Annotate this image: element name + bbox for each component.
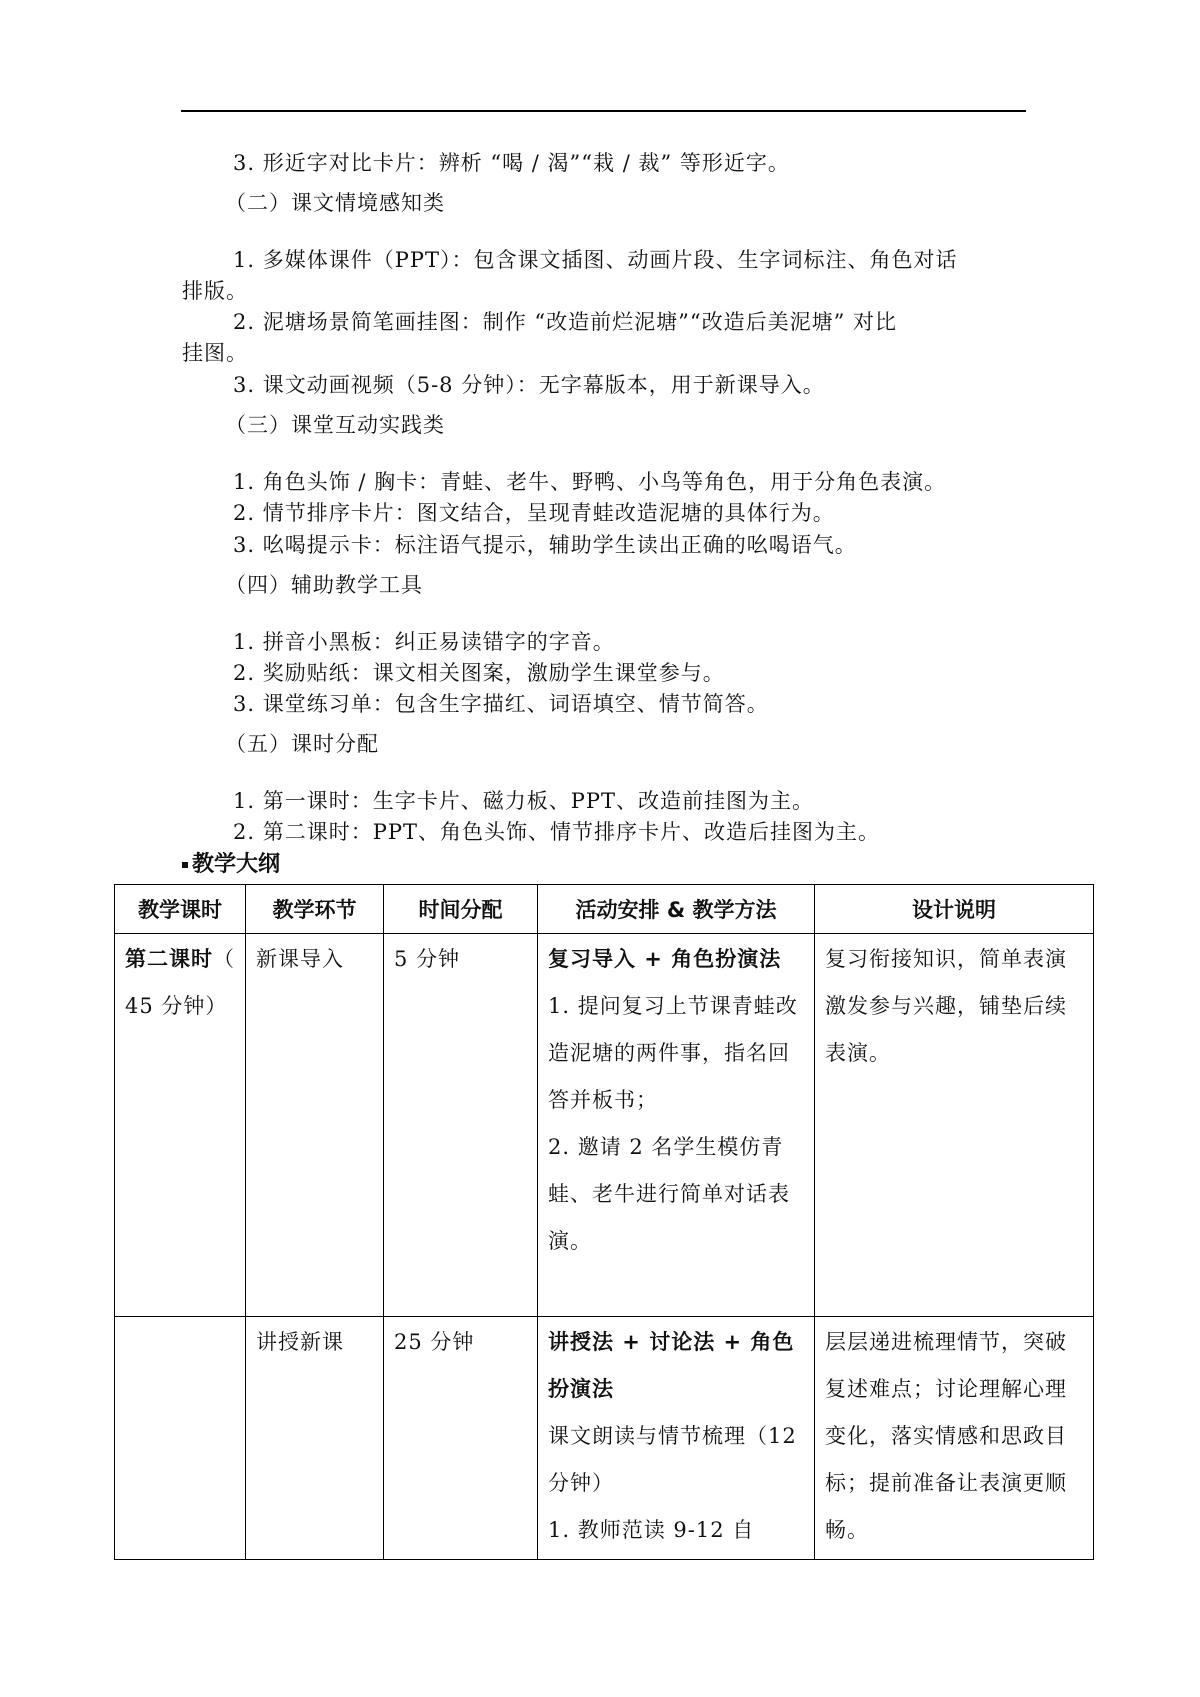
cell-time: 5 分钟 — [384, 934, 538, 1317]
resource-item-cont: 排版。 — [182, 279, 248, 303]
resource-item: 1. 第一课时：生字卡片、磁力板、PPT、改造前挂图为主。 — [233, 789, 814, 813]
cell-stage: 新课导入 — [246, 934, 384, 1317]
resource-item-cont: 挂图。 — [182, 341, 248, 365]
method-step: 1. 提问复习上节课青蛙改造泥塘的两件事，指名回答并板书； — [548, 994, 798, 1112]
table-row — [115, 1317, 1094, 1560]
cell-note: 复习衔接知识，简单表演激发参与兴趣，铺垫后续表演。 — [815, 934, 1094, 1317]
resource-item: 2. 第二课时：PPT、角色头饰、情节排序卡片、改造后挂图为主。 — [233, 820, 880, 844]
resource-item: 1. 拼音小黑板：纠正易读错字的字音。 — [233, 630, 615, 654]
cell-method — [538, 1317, 815, 1560]
col-header-time: 时间分配 — [384, 885, 538, 934]
teaching-outline-table — [114, 884, 1094, 1560]
cell-stage: 讲授新课 — [246, 1317, 384, 1560]
method-title: 复习导入 + 角色扮演法 — [548, 947, 782, 971]
method-step: 1. 教师范读 9-12 自 — [548, 1518, 755, 1542]
col-header-method: 活动安排 & 教学方法 — [538, 885, 815, 934]
resource-item: 3. 课堂练习单：包含生字描红、词语填空、情节简答。 — [233, 692, 769, 716]
period-label: 第二课时 — [125, 947, 213, 971]
method-subtitle: 课文朗读与情节梳理（12 分钟） — [548, 1424, 797, 1495]
cell-note: 层层递进梳理情节，突破复述难点；讨论理解心理变化，落实情感和思政目标；提前准备让表演更顺畅。 — [815, 1317, 1094, 1560]
section-heading-3: （三）课堂互动实践类 — [225, 413, 445, 437]
resource-item: 1. 多媒体课件（PPT）：包含课文插图、动画片段、生字词标注、角色对话 — [233, 248, 958, 272]
resource-item: 2. 情节排序卡片：图文结合，呈现青蛙改造泥塘的具体行为。 — [233, 501, 835, 525]
col-header-note: 设计说明 — [815, 885, 1094, 934]
cell-method — [538, 934, 815, 1317]
cell-period — [115, 934, 246, 1317]
resource-item: 1. 角色头饰 / 胸卡：青蛙、老牛、野鸭、小鸟等角色，用于分角色表演。 — [233, 470, 947, 494]
resource-item: 3. 课文动画视频（5-8 分钟）：无字幕版本，用于新课导入。 — [233, 373, 825, 397]
method-step: 2. 邀请 2 名学生模仿青蛙、老牛进行简单对话表演。 — [548, 1135, 790, 1253]
square-bullet-icon — [182, 862, 188, 868]
resource-item: 3. 吆喝提示卡：标注语气提示，辅助学生读出正确的吆喝语气。 — [233, 533, 857, 557]
section-heading-2: （二）课文情境感知类 — [225, 191, 445, 215]
outline-title-text: 教学大纲 — [192, 852, 281, 877]
resource-item: 2. 奖励贴纸：课文相关图案，激励学生课堂参与。 — [233, 661, 725, 685]
table-row — [115, 934, 1094, 1317]
cell-time: 25 分钟 — [384, 1317, 538, 1560]
table-header-row — [115, 885, 1094, 934]
header-rule — [181, 110, 1026, 112]
section-heading-4: （四）辅助教学工具 — [225, 573, 423, 597]
outline-title — [182, 850, 280, 880]
cell-period — [115, 1317, 246, 1560]
section-heading-5: （五）课时分配 — [225, 732, 379, 756]
col-header-period: 教学课时 — [115, 885, 246, 934]
resource-item: 2. 泥塘场景简笔画挂图：制作 “改造前烂泥塘”“改造后美泥塘” 对比 — [233, 310, 898, 334]
resource-item: 3. 形近字对比卡片：辨析 “喝 / 渴”“栽 / 裁” 等形近字。 — [233, 151, 790, 175]
col-header-stage: 教学环节 — [246, 885, 384, 934]
method-title: 讲授法 + 讨论法 + 角色扮演法 — [548, 1330, 795, 1401]
period-duration: （ 45 分钟） — [125, 947, 235, 1018]
